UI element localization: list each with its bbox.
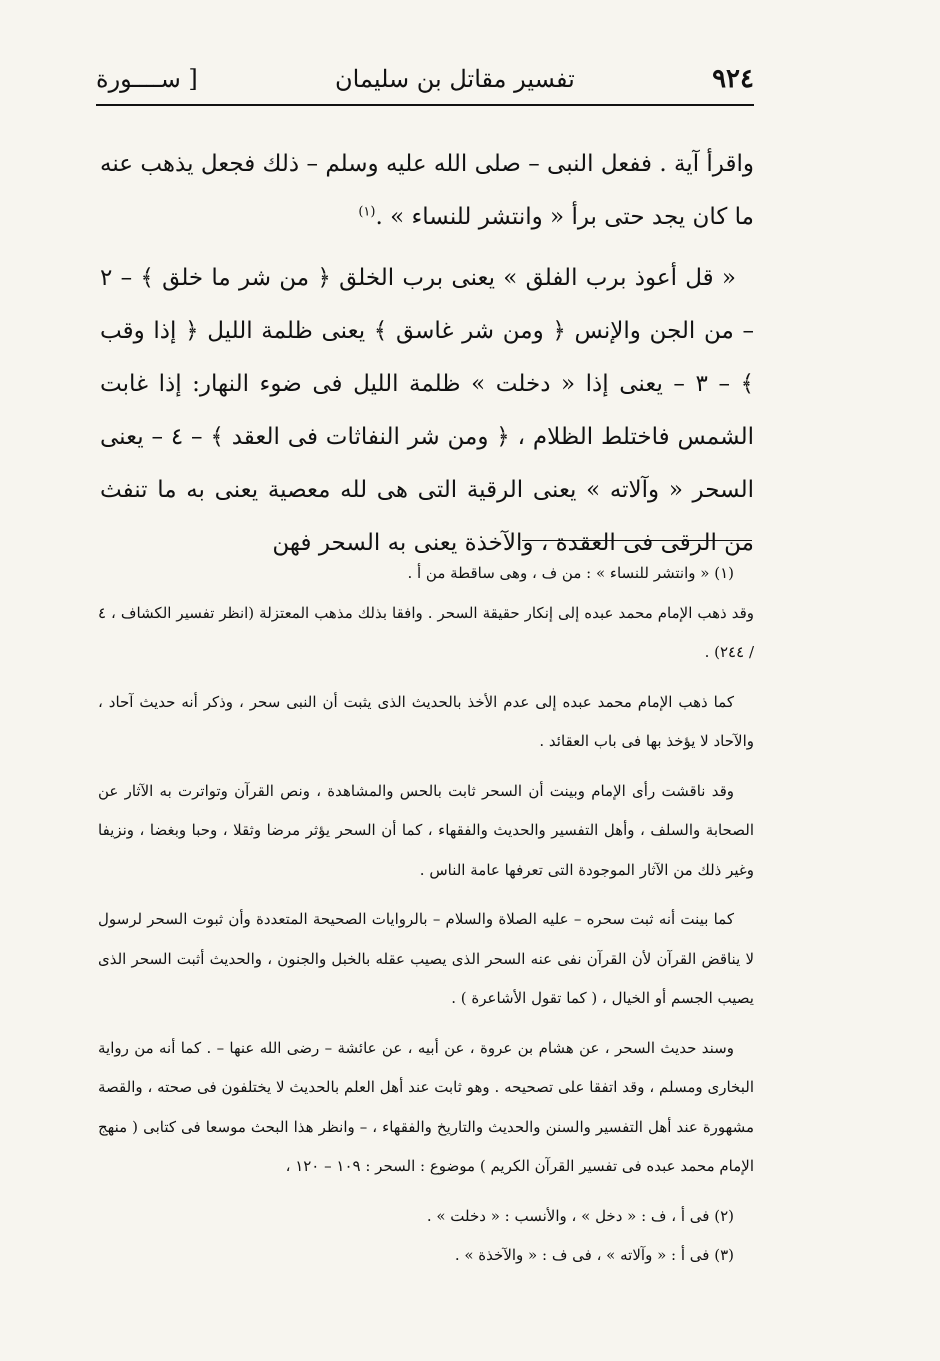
header-rule (96, 104, 754, 106)
footnote-1-block-c (98, 772, 754, 891)
footnote-ref-1: (١) (358, 204, 376, 220)
main-paragraph-1 (100, 138, 754, 244)
footnote-3: (٣) فى أ : « وآلاته » ، فى ف : « والآخذة » . (454, 1246, 734, 1264)
paragraph-text: واقرأ آية . ففعل النبى – صلى الله عليه وسلم – ذلك فجعل يذهب عنه ما كان يجد حتى برأ « وانتشر للنساء » . (100, 151, 754, 230)
footnote-1-block (98, 554, 754, 673)
footnote-1-para-b: كما ذهب الإمام محمد عبده إلى عدم الأخذ بالحديث الذى يثبت أن النبى سحر ، وذكر أنه حديث آحاد ، والآحاد لا يؤخذ بها فى باب العقائد . (98, 692, 754, 750)
footnote-1-block-e (98, 1029, 754, 1187)
page-number: ٩٢٤ (712, 64, 754, 94)
main-text (100, 138, 754, 570)
main-paragraph-2: « قل أعوذ برب الفلق » يعنى برب الخلق ﴿ من شر ما خلق ﴾ – ٢ – من الجن والإنس ﴿ ومن شر غاسق ﴾ يعنى ظلمة الليل ﴿ إذا وقب ﴾ – ٣ – يعنى إذا « دخلت » ظلمة الليل فى ضوء النهار: إذا غابت الشمس فاختلط الظلام ، ﴿ ومن شر النفاثات فى العقد ﴾ – ٤ – يعنى السحر « وآلاته » يعنى الرقية التى هى لله معصية يعنى به ما تنفث من الرقى فى العقدة ، والآخذة يعنى به السحر فهن (100, 265, 754, 556)
footnote-1-para-c: وقد ناقشت رأى الإمام وبينت أن السحر ثابت بالحس والمشاهدة ، ونص القرآن وتواترت به الآثار عن الصحابة والسلف ، وأهل التفسير والحديث والفقهاء ، كما أن السحر يؤثر مرضا وثقلا ، وحبا وبغضا ، ونزيفا وغير ذلك من الآثار الموجودة التى تعرفها عامة الناس . (98, 781, 754, 879)
footnote-1-block-b (98, 683, 754, 762)
footnote-1-block-d (98, 900, 754, 1019)
page-header (96, 56, 754, 102)
footnote-1-para-d: كما بينت أنه ثبت سحره – عليه الصلاة والسلام – بالروايات الصحيحة المتعددة وأن ثبوت السحر لرسول لا يناقض القرآن لأن القرآن نفى عنه السحر الذى يصيب عقله بالخبل والجنون ، والحديث أثبت السحر الذى يصيب الجسم أو الخيال ، ( كما تقول الأشاعرة ) . (98, 910, 754, 1007)
running-title: تفسير مقاتل بن سليمان (335, 65, 575, 93)
footnote-rule (522, 540, 752, 541)
footnote-1: (١) « وانتشر للنساء » : من ف ، وهى ساقطة من أ . (407, 564, 734, 582)
surah-label: [ ســــورة (96, 65, 198, 93)
footnote-1-para-a: وقد ذهب الإمام محمد عبده إلى إنكار حقيقة السحر . وافقا بذلك مذهب المعتزلة (انظر تفسير الكشاف ، ٤ / ٢٤٤) . (98, 603, 754, 661)
footnote-2: (٢) فى أ ، ف : « دخل » ، والأنسب : « دخلت » . (426, 1206, 734, 1225)
footnotes (98, 554, 754, 1276)
footnote-1-para-e: وسند حديث السحر ، عن هشام بن عروة ، عن أبيه ، عن عائشة – رضى الله عنها – . كما أنه من رواية البخارى ومسلم ، وقد اتفقا على تصحيحه . وهو ثابت عند أهل العلم بالحديث لا يختلفون فى صحته ، والقصة مشهورة عند أهل التفسير والسنن والحديث والتاريخ والفقهاء ، – وانظر هذا البحث موسعا فى كتابى ( منهج الإمام محمد عبده فى تفسير القرآن الكريم ) موضوع : السحر : ١٠٩ – ١٢٠ ، (98, 1038, 754, 1175)
